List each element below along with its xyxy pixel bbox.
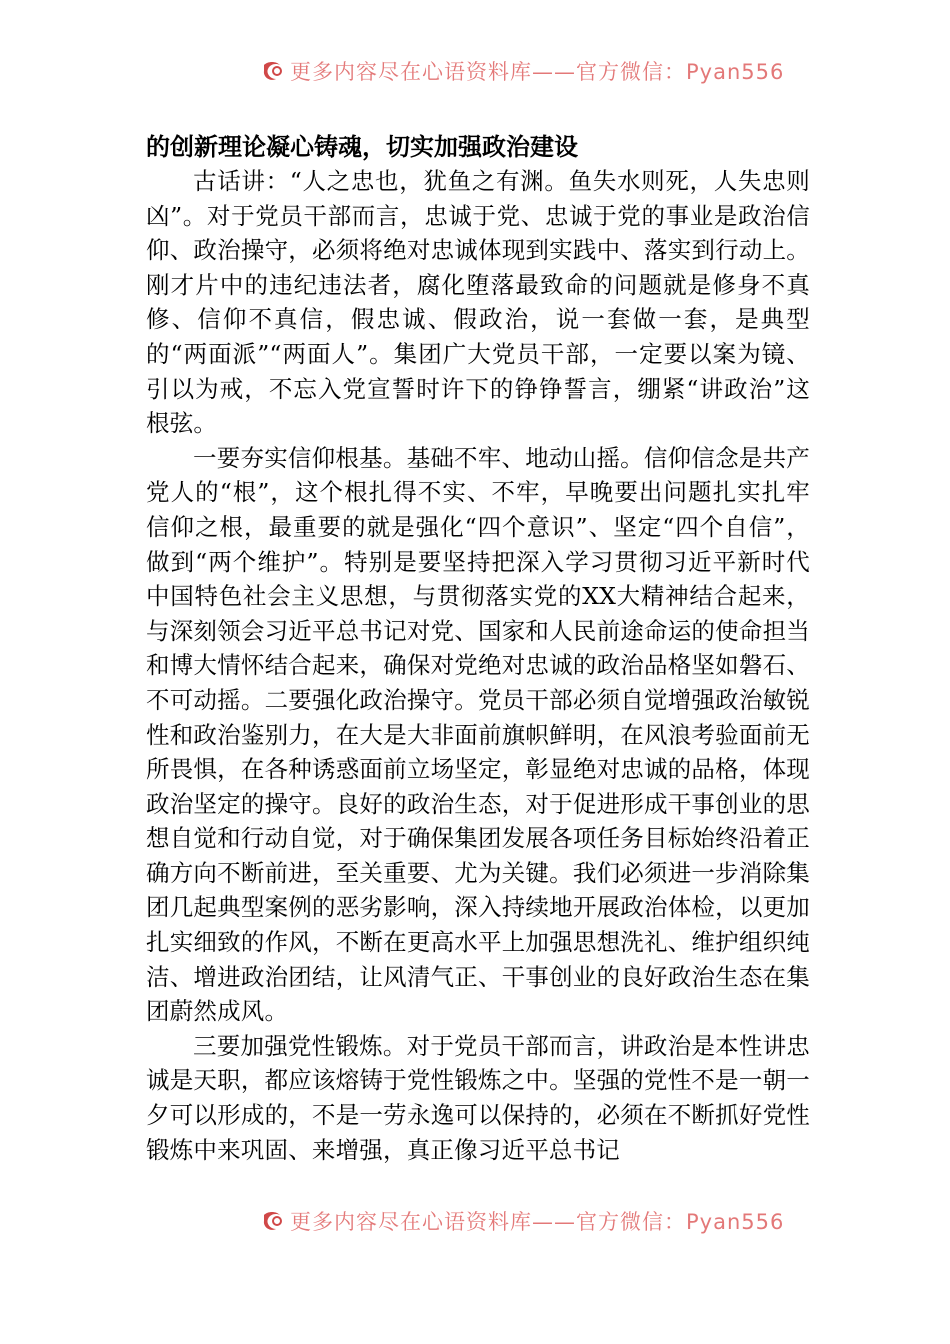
watermark-banner-text: 更多内容尽在心语资料库——官方微信：Pyan556 (290, 1210, 785, 1234)
watermark-banner-top (258, 56, 784, 86)
paragraph-1: 古话讲：“人之忠也，犹鱼之有渊。鱼失水则死，人失忠则凶”。对于党员干部而言，忠诚于党、忠诚于党的事业是政治信仰、政治操守，必须将绝对忠诚体现到实践中、落实到行动上。刚才片中的违纪违法者，腐化堕落最致命的问题就是修身不真修、信仰不真信，假忠诚、假政治，说一套做一套，是典型的“两面派”“两面人”。集团广大党员干部，一定要以案为镜、引以为戒，不忘入党宣誓时许下的铮铮誓言，绷紧“讲政治”这根弦。 (146, 167, 810, 438)
section-heading: 的创新理论凝心铸魂，切实加强政治建设 (146, 132, 578, 161)
paragraph-3: 三要加强党性锻炼。对于党员干部而言，讲政治是本性讲忠诚是天职，都应该熔铸于党性锻炼之中。坚强的党性不是一朝一夕可以形成的，不是一劳永逸可以保持的，必须在不断抓好党性锻炼中来巩固、来增强，真正像习近平总书记 (146, 1031, 810, 1164)
document-body (146, 130, 810, 1167)
logo-icon (258, 57, 286, 85)
watermark-banner-text: 更多内容尽在心语资料库——官方微信：Pyan556 (290, 60, 785, 84)
watermark-banner-bottom (258, 1206, 784, 1236)
paragraph-2: 一要夯实信仰根基。基础不牢、地动山摇。信仰信念是共产党人的“根”，这个根扎得不实、不牢，早晚要出问题扎实扎牢信仰之根，最重要的就是强化“四个意识”、坚定“四个自信”，做到“两个维护”。特别是要坚持把深入学习贯彻习近平新时代中国特色社会主义思想，与贯彻落实党的XX大精神结合起来，与深刻领会习近平总书记对党、国家和人民前途命运的使命担当和博大情怀结合起来，确保对党绝对忠诚的政治品格坚如磐石、不可动摇。二要强化政治操守。党员干部必须自觉增强政治敏锐性和政治鉴别力，在大是大非面前旗帜鲜明，在风浪考验面前无所畏惧，在各种诱惑面前立场坚定，彰显绝对忠诚的品格，体现政治坚定的操守。良好的政治生态，对于促进形成干事创业的思想自觉和行动自觉，对于确保集团发展各项任务目标始终沿着正确方向不断前进，至关重要、尤为关键。我们必须进一步消除集团几起典型案例的恶劣影响，深入持续地开展政治体检，以更加扎实细致的作风，不断在更高水平上加强思想洗礼、维护组织纯洁、增进政治团结，让风清气正、干事创业的良好政治生态在集团蔚然成风。 (146, 443, 810, 1026)
logo-icon (258, 1207, 286, 1235)
